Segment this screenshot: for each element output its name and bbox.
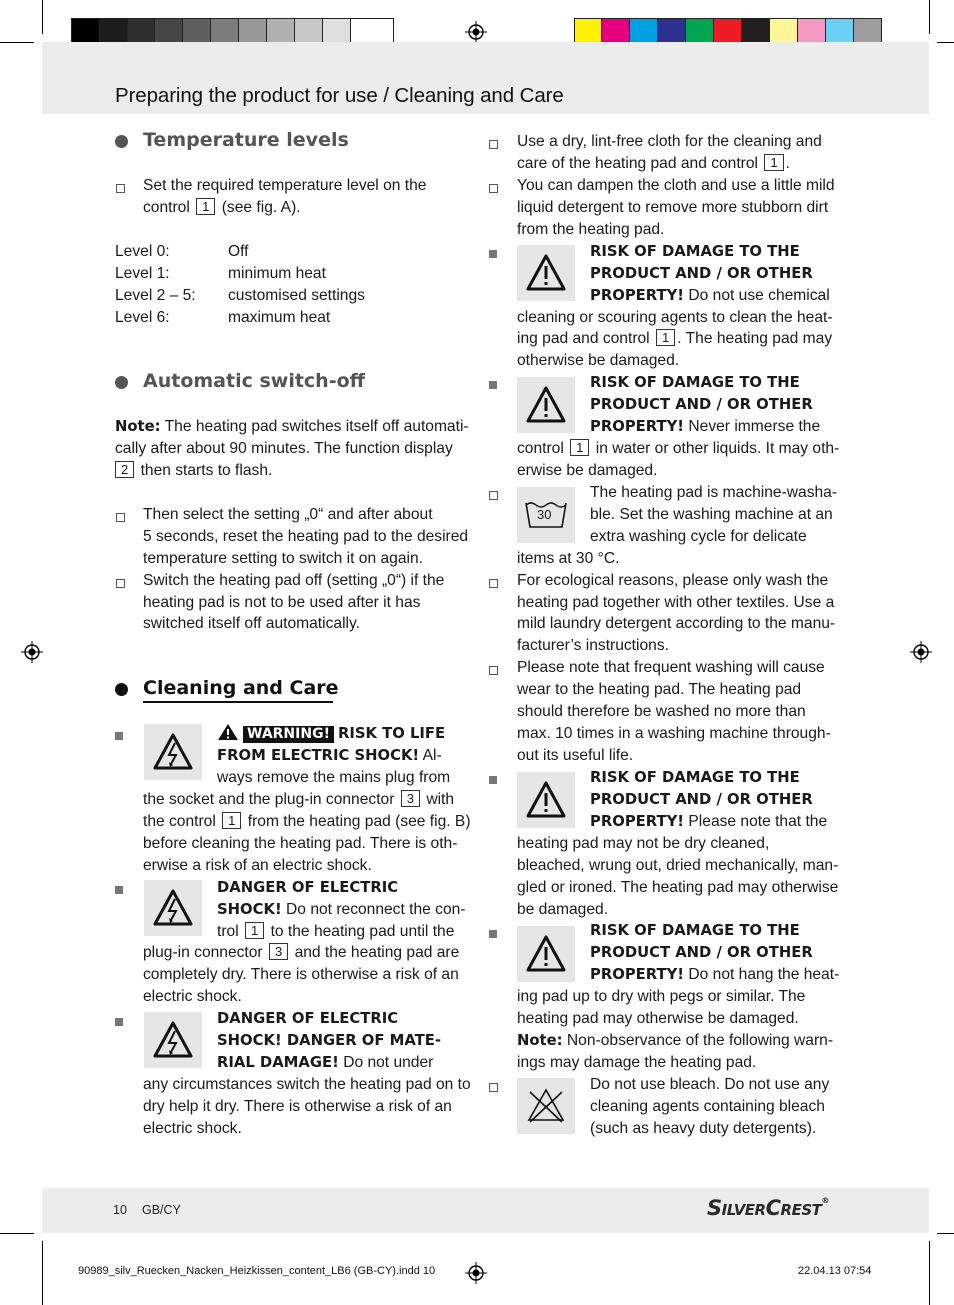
level-name: Level 6:: [115, 309, 170, 326]
warning-line: electric shock.: [143, 988, 242, 1005]
section-bullet: [115, 376, 128, 389]
warning-line: trol 1 to the heating pad until the: [217, 923, 455, 940]
ref-box: 2: [115, 461, 134, 478]
warning-line: plug-in connector 3 and the heating pad are: [143, 944, 460, 961]
list-item: Switch the heating pad off (setting „0“) if the: [143, 572, 445, 589]
print-slug-file: 90989_silv_Ruecken_Nacken_Heizkissen_content_LB6 (GB-CY).indd 10: [78, 1265, 436, 1277]
registration-mark-icon: [21, 641, 43, 663]
list-bullet: [489, 491, 498, 500]
warning-bullet: [115, 886, 123, 894]
crop-mark: [929, 1241, 930, 1305]
warning-line: PRODUCT AND / OR OTHER: [590, 791, 813, 808]
list-item: (such as heavy duty detergents).: [590, 1120, 817, 1137]
list-bullet: [116, 579, 125, 588]
warning-line: control 1 in water or other liquids. It may oth-: [517, 440, 840, 457]
warning-line: RIAL DAMAGE! Do not under: [217, 1054, 434, 1071]
warning-line: DANGER OF ELECTRIC: [217, 1010, 399, 1027]
warning-bullet: [115, 732, 123, 740]
list-item: For ecological reasons, please only wash the: [517, 572, 829, 589]
level-description: maximum heat: [228, 309, 331, 326]
level-description: customised settings: [228, 287, 365, 304]
crop-mark: [0, 1233, 34, 1234]
list-bullet: [116, 184, 125, 193]
ref-box: 1: [196, 198, 215, 215]
warning-line: RISK OF DAMAGE TO THE: [590, 374, 800, 391]
list-bullet: [489, 579, 498, 588]
warning-line: before cleaning the heating pad. There is oth-: [143, 835, 458, 852]
crop-mark: [0, 42, 34, 43]
level-name: Level 1:: [115, 265, 170, 282]
list-item: switched itself off automatically.: [143, 615, 360, 632]
list-item: 5 seconds, reset the heating pad to the desired: [143, 528, 469, 545]
language-code: GB/CY: [142, 1203, 181, 1217]
section-bullet: [115, 683, 128, 696]
list-item: control 1 (see fig. A).: [143, 199, 301, 216]
warning-line: electric shock.: [143, 1120, 242, 1137]
warning-line: RISK OF DAMAGE TO THE: [590, 922, 800, 939]
ref-box: 1: [245, 922, 264, 939]
list-bullet: [489, 666, 498, 675]
list-item: Set the required temperature level on the: [143, 177, 427, 194]
registration-mark-icon: [910, 641, 932, 663]
warning-line: dry help it dry. There is otherwise a risk of an: [143, 1098, 452, 1115]
warning-line: ways remove the mains plug from: [217, 769, 451, 786]
note-line: 2 then starts to flash.: [115, 460, 272, 482]
caution-warning-icon: [517, 926, 575, 982]
list-item: items at 30 °C.: [517, 550, 620, 567]
warning-line: PRODUCT AND / OR OTHER: [590, 396, 813, 413]
ref-box: 3: [401, 790, 420, 807]
warning-line: SHOCK! DANGER OF MATE-: [217, 1032, 441, 1049]
electric-shock-warning-icon: [144, 1012, 202, 1068]
warning-line: ing pad and control 1 . The heating pad may: [517, 330, 833, 347]
warning-line: the control 1 from the heating pad (see fig. B): [143, 813, 471, 830]
warning-line: erwise a risk of an electric shock.: [143, 857, 372, 874]
list-bullet: [489, 184, 498, 193]
warning-line: PROPERTY! Please note that the: [590, 813, 828, 830]
warning-line: otherwise be damaged.: [517, 352, 680, 369]
crop-mark: [937, 42, 954, 43]
warning-line: RISK OF DAMAGE TO THE: [590, 769, 800, 786]
warning-line: ing pad up to dry with pegs or similar. The: [517, 988, 806, 1005]
warning-line: DANGER OF ELECTRIC: [217, 879, 399, 896]
note-line: Note: The heating pad switches itself off automati-: [115, 418, 469, 435]
note-line: ings may damage the heating pad.: [517, 1054, 757, 1071]
section-bullet: [115, 135, 128, 148]
electric-shock-warning-icon: [144, 880, 202, 936]
warning-line: the socket and the plug-in connector 3 with: [143, 791, 455, 808]
list-item: heating pad is not to be used after it has: [143, 594, 421, 611]
crop-mark: [929, 0, 930, 34]
warning-line: PROPERTY! Never immerse the: [590, 418, 821, 435]
warning-bullet: [489, 930, 497, 938]
warning-line: heating pad may not be dry cleaned,: [517, 835, 770, 852]
warning-line: be damaged.: [517, 901, 609, 918]
list-item: heating pad together with other textiles. Use a: [517, 594, 835, 611]
registration-mark-icon: [465, 21, 487, 43]
warning-line: FROM ELECTRIC SHOCK! Al-: [217, 747, 442, 764]
list-item: liquid detergent to remove more stubborn dirt: [517, 199, 829, 216]
warning-line: heating pad may otherwise be damaged.: [517, 1010, 799, 1027]
crop-mark: [42, 0, 43, 34]
warning-bullet: [489, 250, 497, 258]
section-heading-temperature: Temperature levels: [143, 129, 349, 151]
ref-box: 1: [764, 154, 783, 171]
list-item: cleaning agents containing bleach: [590, 1098, 825, 1115]
warning-line: PRODUCT AND / OR OTHER: [590, 265, 813, 282]
note-line: cally after about 90 minutes. The function display: [115, 440, 453, 457]
brand-logo: SILVERCREST®: [707, 1196, 829, 1220]
warning-line: PROPERTY! Do not use chemical: [590, 287, 830, 304]
list-item: Do not use bleach. Do not use any: [590, 1076, 830, 1093]
list-item: ble. Set the washing machine at an: [590, 506, 833, 523]
note-line: Note: Non-observance of the following warn-: [517, 1032, 834, 1049]
warning-bullet: [115, 1018, 123, 1026]
no-bleach-icon: [517, 1078, 575, 1134]
crop-mark: [42, 1241, 43, 1305]
warning-line: PRODUCT AND / OR OTHER: [590, 944, 813, 961]
list-item: from the heating pad.: [517, 221, 665, 238]
warning-line: gled or ironed. The heating pad may otherwise: [517, 879, 839, 896]
ref-box: 3: [269, 943, 288, 960]
crop-mark: [937, 1233, 954, 1234]
warning-line: SHOCK! Do not reconnect the con-: [217, 901, 466, 918]
ref-box: 1: [656, 329, 675, 346]
warning-bullet: [489, 776, 497, 784]
list-item: out its useful life.: [517, 747, 634, 764]
page-title: Preparing the product for use / Cleaning and Care: [115, 84, 564, 107]
list-bullet: [489, 1083, 498, 1092]
list-item: Then select the setting „0“ and after about: [143, 506, 433, 523]
warning-line: completely dry. There is otherwise a risk of an: [143, 966, 459, 983]
warning-line: cleaning or scouring agents to clean the heat-: [517, 309, 833, 326]
list-item: wear to the heating pad. The heating pad: [517, 681, 802, 698]
warning-line: WARNING! RISK TO LIFE: [217, 723, 445, 745]
machine-wash-icon: [517, 487, 575, 543]
list-bullet: [116, 513, 125, 522]
warning-line: PROPERTY! Do not hang the heat-: [590, 966, 840, 983]
print-slug-date: 22.04.13 07:54: [798, 1265, 872, 1277]
section-heading-auto-switch-off: Automatic switch-off: [143, 370, 366, 392]
warning-badge: WARNING!: [243, 726, 334, 743]
ref-box: 1: [570, 439, 589, 456]
warning-line: RISK OF DAMAGE TO THE: [590, 243, 800, 260]
caution-warning-icon: [517, 377, 575, 433]
level-name: Level 0:: [115, 243, 170, 260]
warning-line: any circumstances switch the heating pad on to: [143, 1076, 471, 1093]
list-bullet: [489, 140, 498, 149]
list-item: facturer’s instructions.: [517, 637, 669, 654]
warning-line: bleached, wrung out, dried mechanically, man-: [517, 857, 839, 874]
list-item: mild laundry detergent according to the manu-: [517, 615, 836, 632]
warning-triangle-icon: [217, 723, 239, 741]
level-name: Level 2 – 5:: [115, 287, 196, 304]
list-item: temperature setting to switch it on again.: [143, 550, 423, 567]
list-item: should therefore be washed no more than: [517, 703, 806, 720]
electric-shock-warning-icon: [144, 724, 202, 780]
list-item: The heating pad is machine-washa-: [590, 484, 838, 501]
ref-box: 1: [222, 812, 241, 829]
level-description: Off: [228, 243, 249, 260]
warning-bullet: [489, 381, 497, 389]
list-item: You can dampen the cloth and use a little mild: [517, 177, 835, 194]
list-item: extra washing cycle for delicate: [590, 528, 807, 545]
registration-mark-icon: [465, 1262, 487, 1284]
heading-underline: [143, 701, 333, 703]
wash-temperature: 30: [537, 507, 552, 522]
warning-line: erwise be damaged.: [517, 462, 658, 479]
caution-warning-icon: [517, 772, 575, 828]
caution-warning-icon: [517, 245, 575, 301]
page-number: 10: [113, 1203, 127, 1217]
level-description: minimum heat: [228, 265, 326, 282]
list-item: care of the heating pad and control 1 .: [517, 155, 790, 172]
list-item: max. 10 times in a washing machine through-: [517, 725, 831, 742]
section-heading-cleaning: Cleaning and Care: [143, 677, 339, 699]
list-item: Please note that frequent washing will cause: [517, 659, 825, 676]
list-item: Use a dry, lint-free cloth for the cleaning and: [517, 133, 822, 150]
